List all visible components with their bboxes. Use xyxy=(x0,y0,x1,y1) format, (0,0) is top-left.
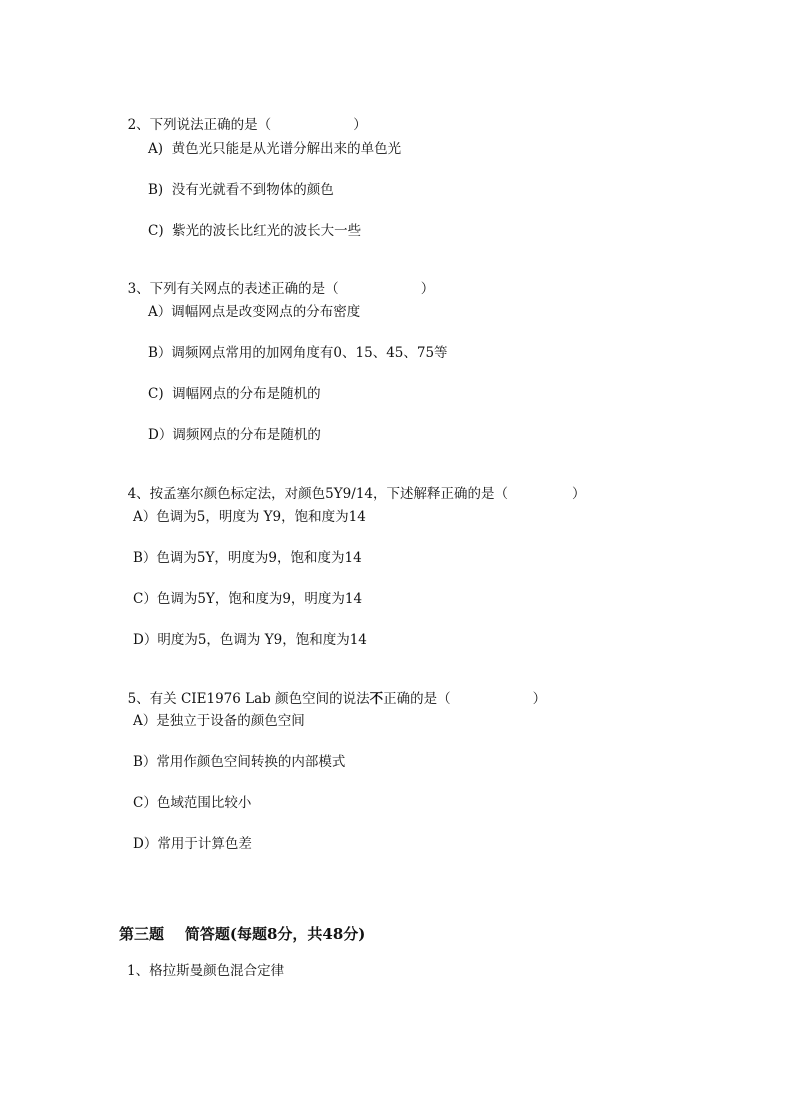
question-4-text: 4、按孟塞尔颜色标定法，对颜色5Y9/14，下述解释正确的是（ xyxy=(127,486,508,502)
question-5-option-c: C）色域范围比较小 xyxy=(133,795,252,811)
question-3-option-b: B）调频网点常用的加网角度有0、15、45、75等 xyxy=(148,345,448,361)
question-4-prompt xyxy=(119,467,586,503)
question-3-option-c: C) 调幅网点的分布是随机的 xyxy=(148,386,321,402)
question-2-option-c: C) 紫光的波长比红光的波长大一些 xyxy=(148,223,362,239)
question-2-option-a: A) 黄色光只能是从光谱分解出来的单色光 xyxy=(148,141,402,157)
question-3-option-d: D）调频网点的分布是随机的 xyxy=(148,427,321,443)
question-3-prompt xyxy=(119,262,434,298)
question-5-close: ） xyxy=(532,691,547,707)
question-3-text: 3、下列有关网点的表述正确的是（ xyxy=(127,281,339,297)
section-3-item-1: 1、格拉斯曼颜色混合定律 xyxy=(127,963,285,979)
question-4-option-d: D）明度为5，色调为 Y9，饱和度为14 xyxy=(133,632,367,648)
question-4-option-a: A）色调为5，明度为 Y9，饱和度为14 xyxy=(133,509,366,525)
question-5-text-before: 5、有关 CIE1976 Lab 颜色空间的说法 xyxy=(127,691,370,707)
question-5-option-d: D）常用于计算色差 xyxy=(133,836,252,852)
question-2-text: 2、下列说法正确的是（ xyxy=(127,117,272,133)
section-3-title: 第三题 简答题(每题8分，共48分) xyxy=(119,925,366,943)
question-5-prompt xyxy=(119,672,546,708)
question-4-option-b: B）色调为5Y，明度为9，饱和度为14 xyxy=(133,550,362,566)
question-5-text-after: 正确的是（ xyxy=(383,691,451,707)
question-5-option-b: B）常用作颜色空间转换的内部模式 xyxy=(133,754,346,770)
question-5-option-a: A）是独立于设备的颜色空间 xyxy=(133,713,305,729)
question-3-option-a: A）调幅网点是改变网点的分布密度 xyxy=(148,304,361,320)
question-2-prompt xyxy=(119,98,367,134)
question-5-emphasis: 不 xyxy=(369,691,384,707)
question-2-option-b: B) 没有光就看不到物体的颜色 xyxy=(148,182,334,198)
question-4-close: ） xyxy=(572,486,586,502)
question-2-close: ） xyxy=(353,117,367,133)
question-4-option-c: C）色调为5Y，饱和度为9，明度为14 xyxy=(133,591,363,607)
question-3-close: ） xyxy=(420,281,435,297)
